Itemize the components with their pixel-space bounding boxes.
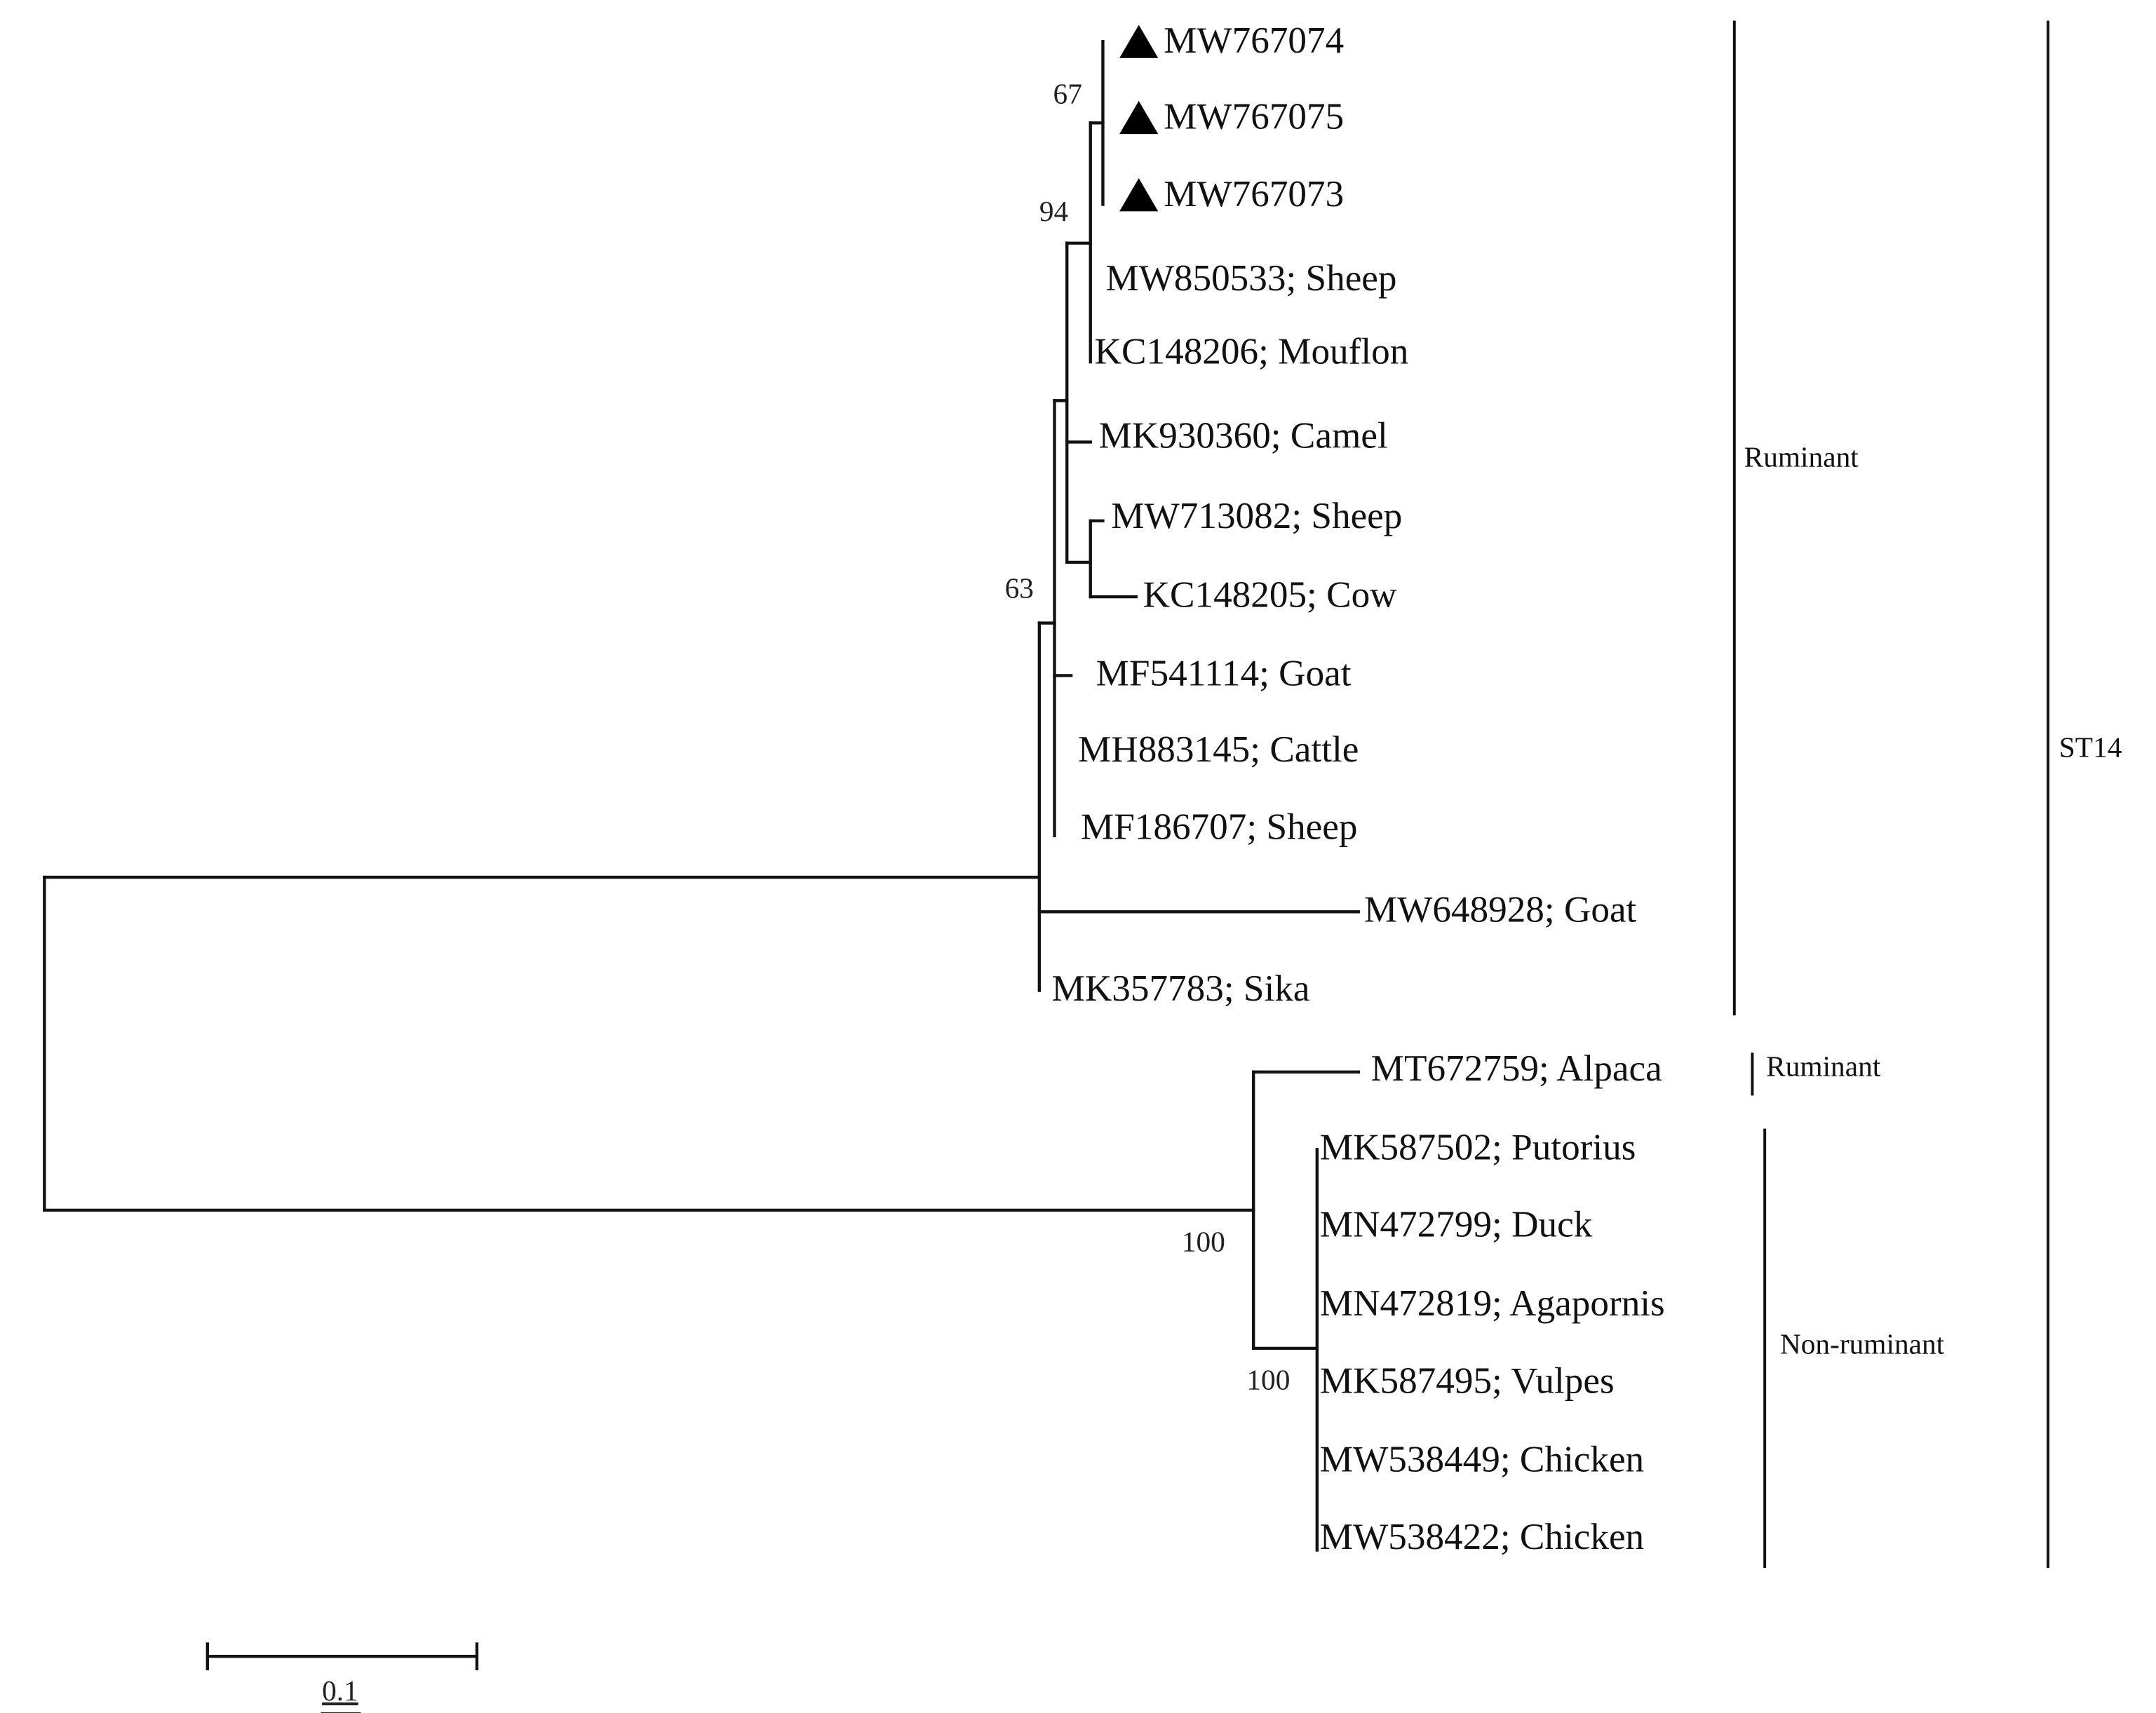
triangle-marker-icon [1119, 101, 1158, 134]
tip-label: MT672759; Alpaca [1370, 1048, 1662, 1090]
tip-label: MF541114; Goat [1096, 652, 1352, 694]
tip-label: MH883145; Cattle [1078, 728, 1359, 770]
tip-label: MW648928; Goat [1363, 888, 1637, 930]
tip-label: MN472799; Duck [1319, 1203, 1593, 1245]
bootstrap-value: 100 [1181, 1225, 1225, 1258]
tip-label: KC148205; Cow [1143, 574, 1397, 616]
tip-label: MK587495; Vulpes [1319, 1360, 1615, 1402]
tip-labels [1052, 20, 1665, 1557]
group-label: ST14 [2059, 731, 2122, 764]
triangle-marker-icon [1119, 25, 1158, 57]
tip-label: KC148206; Mouflon [1094, 330, 1409, 372]
tip-label: MW538422; Chicken [1319, 1515, 1645, 1557]
bootstrap-value: 94 [1039, 194, 1069, 227]
triangle-marker-icon [1119, 178, 1158, 211]
tip-label: MW713082; Sheep [1111, 494, 1403, 536]
tip-label: MW767073 [1164, 172, 1345, 215]
bootstrap-value: 63 [1004, 571, 1034, 604]
bootstrap-value: 67 [1053, 77, 1082, 110]
tip-label: MN472819; Agapornis [1319, 1282, 1665, 1324]
group-brackets [1734, 21, 2122, 1569]
scale-bar-line [208, 1644, 477, 1668]
group-label: Ruminant [1766, 1050, 1881, 1083]
scale-bar [208, 1644, 477, 1713]
tip-label: MK930360; Camel [1098, 414, 1388, 456]
group-label: Ruminant [1744, 440, 1859, 473]
tip-label: MW538449; Chicken [1319, 1438, 1645, 1480]
group-label: Non-ruminant [1779, 1327, 1945, 1360]
tip-label: MF186707; Sheep [1080, 806, 1358, 848]
tip-label: MW767074 [1164, 20, 1345, 62]
tip-label: MK357783; Sika [1051, 967, 1310, 1009]
scale-bar-label: 0.1 [322, 1674, 358, 1707]
bootstrap-value: 100 [1246, 1363, 1291, 1396]
tip-label: MW850533; Sheep [1105, 257, 1397, 299]
tip-label: MK587502; Putorius [1319, 1126, 1636, 1168]
tip-label: MW767075 [1164, 95, 1345, 137]
